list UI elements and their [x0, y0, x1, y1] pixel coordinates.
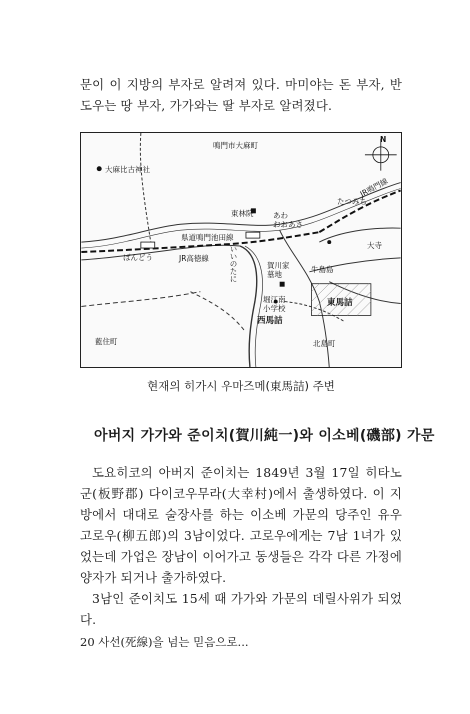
page-footer: 20 사선(死線)을 넘는 믿음으로...: [80, 635, 249, 649]
section-heading: 아버지 가가와 준이치(賀川純一)와 이소베(磯部) 가문: [94, 428, 435, 444]
label-daiji: 大寺: [367, 241, 382, 250]
label-nishi-umazume: 西馬詰: [257, 316, 283, 326]
label-iinotani: いいのたに: [229, 245, 238, 283]
compass-north-label: N: [380, 135, 387, 144]
area-map: [80, 132, 402, 368]
top-paragraph: 문이 이 지방의 부자로 알려져 있다. 마미야는 돈 부자, 반도우는 땅 부자, 가가와는 딸 부자로 알려졌다.: [80, 77, 402, 113]
label-kagawa-grave: 賀川家 墓地: [267, 261, 290, 279]
label-jr-koutoku: JR高徳線: [179, 254, 209, 263]
map-caption: 현재의 히가시 우마즈메(東馬詰) 주변: [147, 379, 335, 393]
label-kitajima: 北島町: [313, 339, 336, 348]
label-aizumi: 藍住町: [95, 337, 118, 346]
label-awa-oasa: あわ おおあさ: [273, 211, 303, 229]
label-naruto-city: 鳴門市大麻町: [213, 141, 258, 150]
label-tatsumichi: たつみち: [337, 197, 367, 206]
label-tourinin: 東林院: [231, 209, 254, 218]
label-higashi-umazume: 東馬詰: [327, 298, 353, 308]
label-shrine: 大麻比古神社: [105, 165, 150, 174]
label-ushijima: 牛島島: [311, 265, 334, 274]
body-paragraph-1: 도요히코의 아버지 준이치는 1849년 3월 17일 히타노군(板野郡) 다이코우무라(大幸村)에서 출생하였다. 이 지방에서 대대로 술장사를 하는 이소베 가문의 당주인 유우 고로우(柳五郎)의 3남이었다. 고로우에게는 7남 1녀가 있었는데 가업은 장남이 이어가고 동생들은 각각 다른 가정에 양자가 되거나 출가하였다.: [80, 465, 402, 585]
label-road-line: 県道鳴門池田線: [181, 233, 234, 242]
label-horie-school: 堀江南 小学校: [263, 295, 286, 313]
label-jr-naruto-line: JR鳴門線: [358, 176, 390, 199]
body-paragraph-2: 3남인 준이치도 15세 때 가가와 가문의 데릴사위가 되었다.: [80, 591, 402, 627]
label-bando: ばんどう: [123, 253, 153, 262]
